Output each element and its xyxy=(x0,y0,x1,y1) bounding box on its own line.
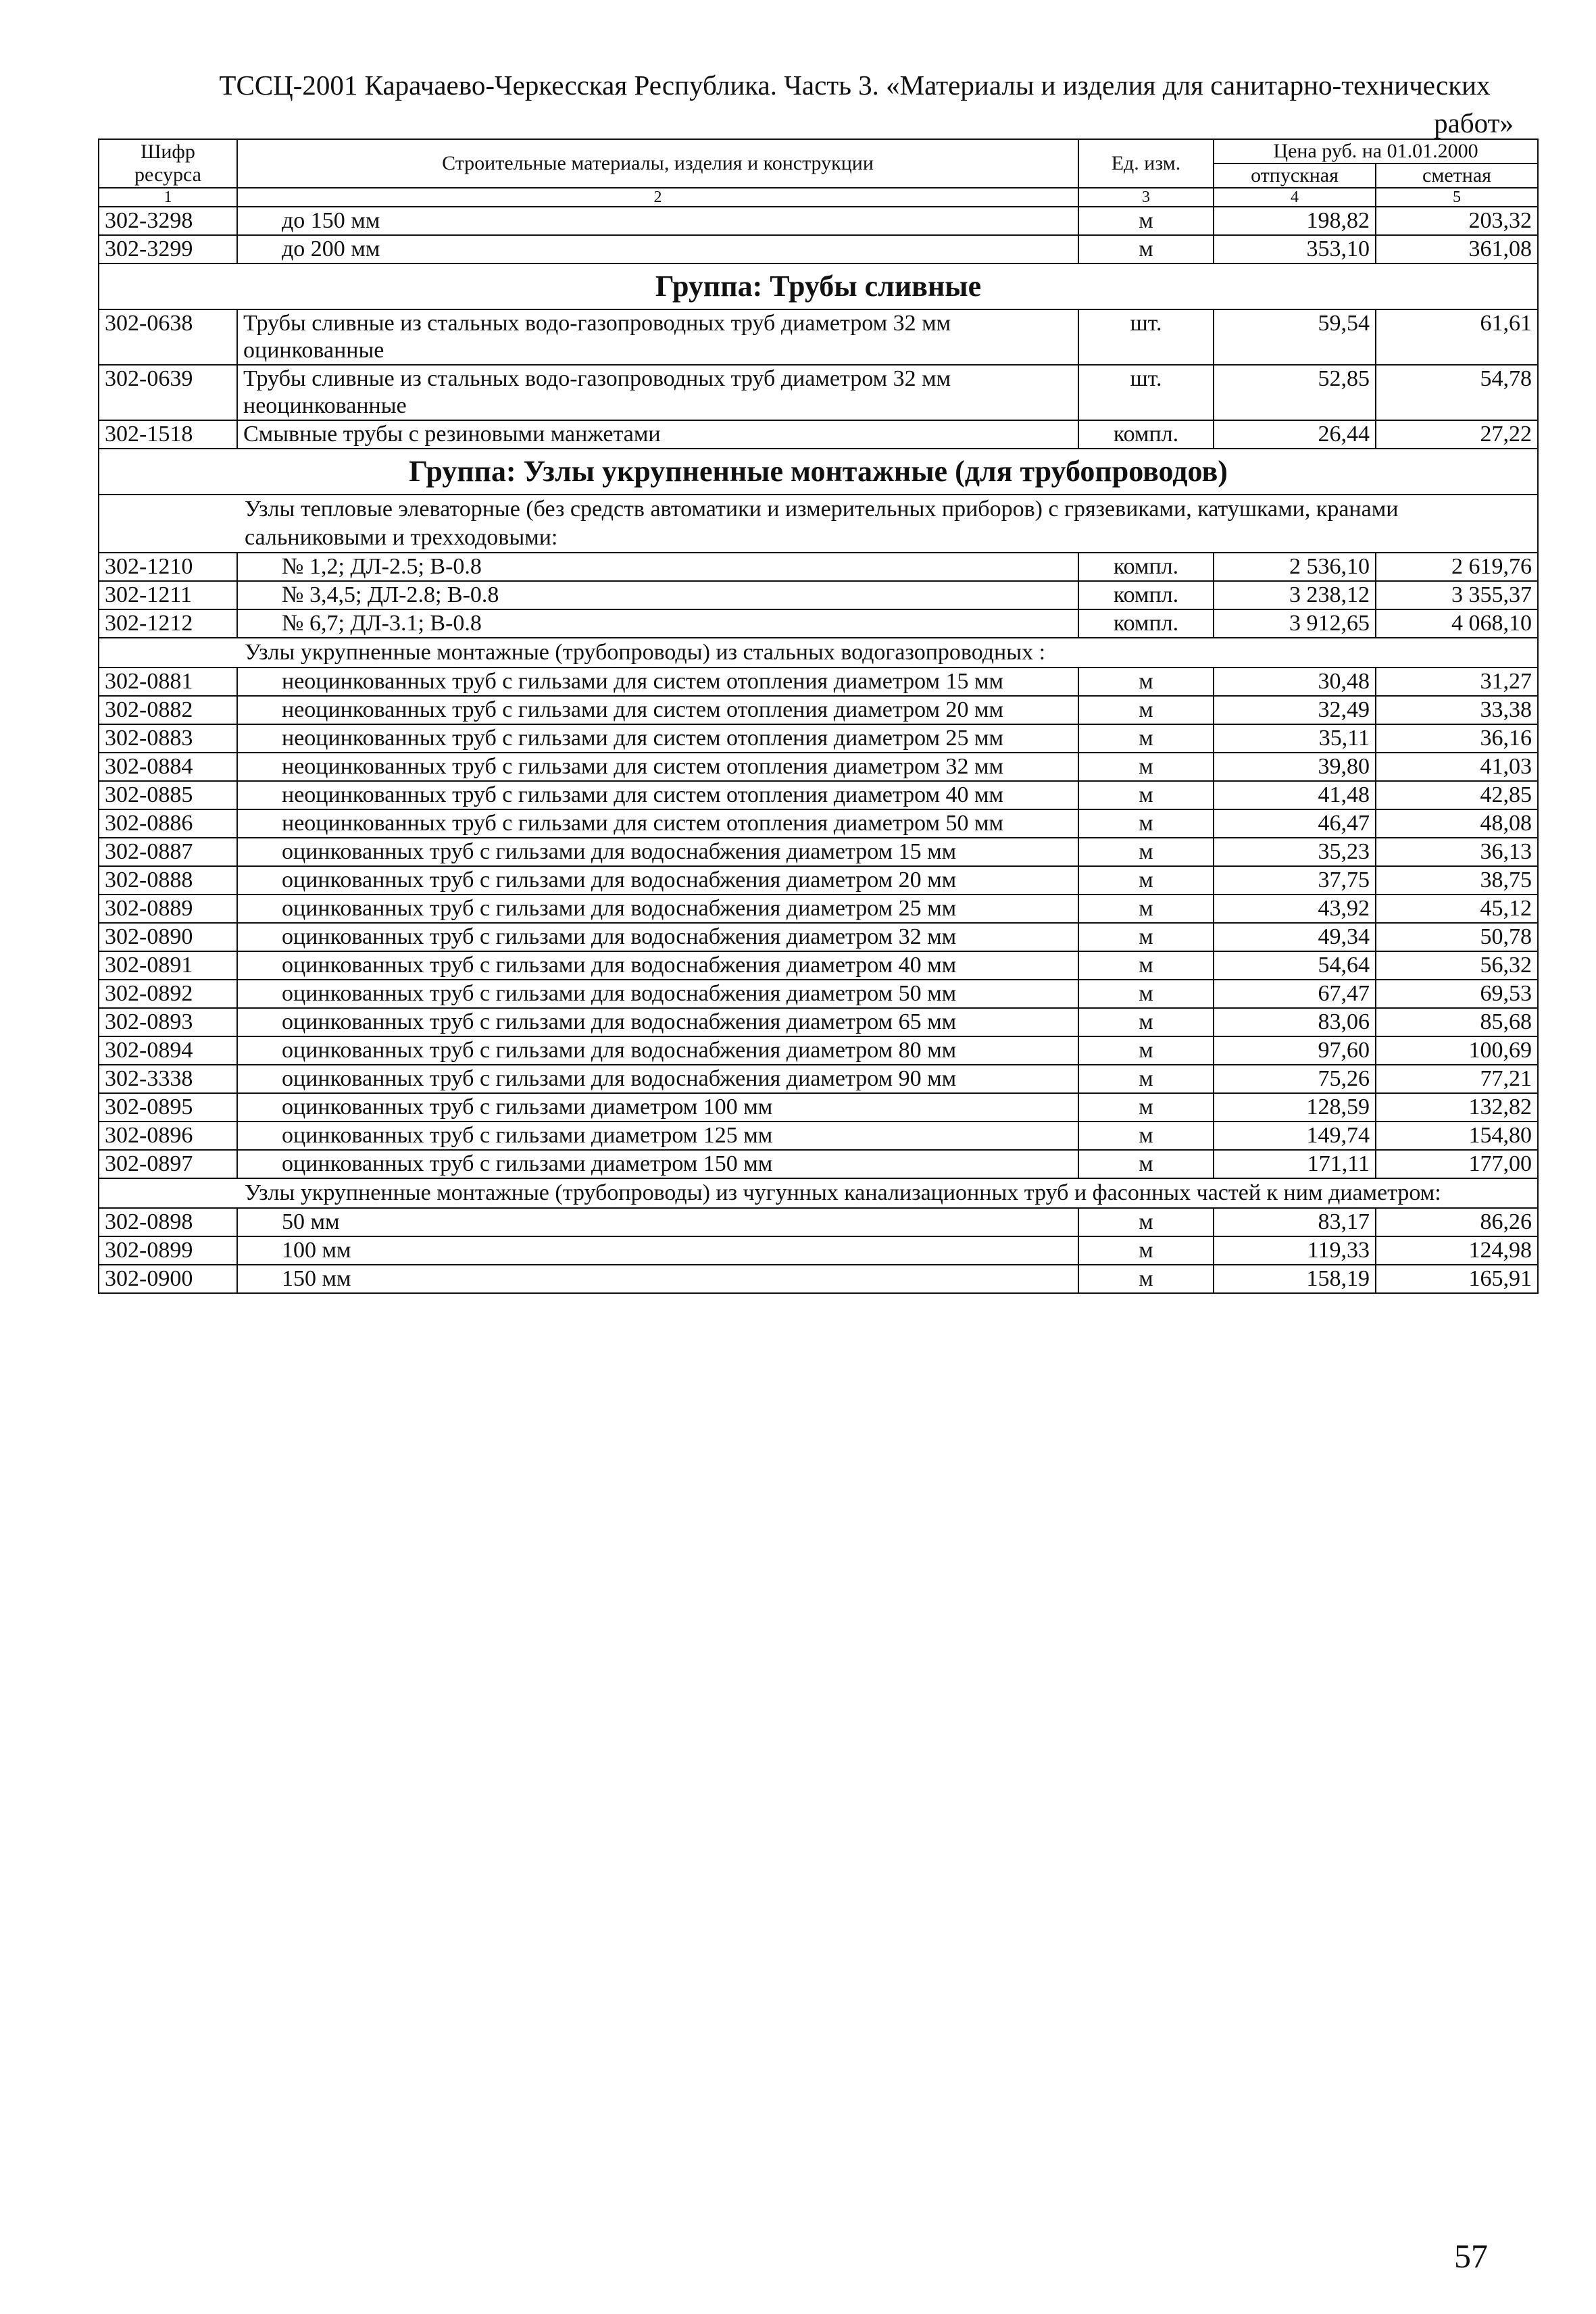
estimate-price: 154,80 xyxy=(1376,1122,1538,1150)
resource-code: 302-3298 xyxy=(99,207,237,235)
table-row xyxy=(99,951,1538,980)
subgroup-heading-row xyxy=(99,495,1538,553)
material-name: 150 мм xyxy=(237,1265,1078,1293)
unit-cell: м xyxy=(1078,1236,1214,1265)
header-index-row xyxy=(99,188,1538,207)
material-name: неоцинкованных труб с гильзами для систем отопления диаметром 40 мм xyxy=(237,781,1078,809)
unit-cell: компл. xyxy=(1078,553,1214,581)
material-name: неоцинкованных труб с гильзами для систем отопления диаметром 20 мм xyxy=(237,696,1078,724)
resource-code: 302-0884 xyxy=(99,753,237,781)
release-price: 75,26 xyxy=(1214,1065,1376,1093)
group-heading-row xyxy=(99,263,1538,309)
estimate-price: 33,38 xyxy=(1376,696,1538,724)
release-price: 59,54 xyxy=(1214,309,1376,365)
material-name: оцинкованных труб с гильзами для водоснабжения диаметром 40 мм xyxy=(237,951,1078,980)
table-row xyxy=(99,753,1538,781)
release-price: 3 238,12 xyxy=(1214,581,1376,609)
estimate-price: 4 068,10 xyxy=(1376,609,1538,638)
estimate-price: 3 355,37 xyxy=(1376,581,1538,609)
resource-code: 302-0888 xyxy=(99,866,237,895)
release-price: 3 912,65 xyxy=(1214,609,1376,638)
release-price: 353,10 xyxy=(1214,235,1376,263)
table-row xyxy=(99,781,1538,809)
column-index: 3 xyxy=(1078,188,1214,207)
unit-cell: компл. xyxy=(1078,609,1214,638)
unit-cell: м xyxy=(1078,1122,1214,1150)
unit-cell: компл. xyxy=(1078,420,1214,449)
unit-cell: м xyxy=(1078,1093,1214,1122)
column-index: 1 xyxy=(99,188,237,207)
estimate-price: 69,53 xyxy=(1376,980,1538,1008)
table-row xyxy=(99,866,1538,895)
resource-code: 302-0898 xyxy=(99,1208,237,1236)
subgroup-heading: Узлы тепловые элеваторные (без средств автоматики и измерительных приборов) с грязевиками, катушками, кранами сальниковыми и трехходовыми: xyxy=(99,495,1538,553)
resource-code: 302-3299 xyxy=(99,235,237,263)
unit-cell: м xyxy=(1078,809,1214,838)
table-row xyxy=(99,1236,1538,1265)
material-name: оцинкованных труб с гильзами для водоснабжения диаметром 20 мм xyxy=(237,866,1078,895)
estimate-price: 2 619,76 xyxy=(1376,553,1538,581)
table-row xyxy=(99,309,1538,365)
unit-cell: шт. xyxy=(1078,365,1214,420)
resource-code: 302-0889 xyxy=(99,895,237,923)
material-name: неоцинкованных труб с гильзами для систем отопления диаметром 15 мм xyxy=(237,668,1078,696)
subgroup-heading: Узлы укрупненные монтажные (трубопроводы) из стальных водогазопроводных : xyxy=(99,638,1538,668)
release-price: 43,92 xyxy=(1214,895,1376,923)
table-row xyxy=(99,838,1538,866)
resource-code: 302-0894 xyxy=(99,1036,237,1065)
unit-cell: м xyxy=(1078,235,1214,263)
resource-code: 302-0890 xyxy=(99,923,237,951)
subgroup-heading: Узлы укрупненные монтажные (трубопроводы) из чугунных канализационных труб и фасонных частей к ним диаметром: xyxy=(99,1178,1538,1208)
estimate-price: 203,32 xyxy=(1376,207,1538,235)
unit-cell: м xyxy=(1078,980,1214,1008)
estimate-price: 361,08 xyxy=(1376,235,1538,263)
unit-cell: компл. xyxy=(1078,581,1214,609)
column-index: 2 xyxy=(237,188,1078,207)
table-row xyxy=(99,1208,1538,1236)
release-price: 41,48 xyxy=(1214,781,1376,809)
table-row xyxy=(99,207,1538,235)
title-line-1: ТССЦ-2001 Карачаево-Черкесская Республика. Часть 3. «Материалы и изделия для санитарно-технических xyxy=(219,70,1491,101)
unit-cell: м xyxy=(1078,724,1214,753)
release-price: 52,85 xyxy=(1214,365,1376,420)
resource-code: 302-0881 xyxy=(99,668,237,696)
material-name: до 200 мм xyxy=(237,235,1078,263)
estimate-price: 56,32 xyxy=(1376,951,1538,980)
material-name: оцинкованных труб с гильзами для водоснабжения диаметром 25 мм xyxy=(237,895,1078,923)
estimate-price: 124,98 xyxy=(1376,1236,1538,1265)
estimate-price: 100,69 xyxy=(1376,1036,1538,1065)
release-price: 54,64 xyxy=(1214,951,1376,980)
header-name: Строительные материалы, изделия и конструкции xyxy=(237,139,1078,188)
estimate-price: 36,13 xyxy=(1376,838,1538,866)
release-price: 2 536,10 xyxy=(1214,553,1376,581)
estimate-price: 38,75 xyxy=(1376,866,1538,895)
group-heading: Группа: Трубы сливные xyxy=(99,263,1538,309)
release-price: 35,23 xyxy=(1214,838,1376,866)
release-price: 97,60 xyxy=(1214,1036,1376,1065)
document-title xyxy=(182,66,1527,142)
material-name: оцинкованных труб с гильзами диаметром 150 мм xyxy=(237,1150,1078,1178)
material-name: неоцинкованных труб с гильзами для систем отопления диаметром 25 мм xyxy=(237,724,1078,753)
resource-code: 302-0883 xyxy=(99,724,237,753)
release-price: 32,49 xyxy=(1214,696,1376,724)
unit-cell: шт. xyxy=(1078,309,1214,365)
resource-code: 302-0891 xyxy=(99,951,237,980)
resource-code: 302-1518 xyxy=(99,420,237,449)
resource-code: 302-0900 xyxy=(99,1265,237,1293)
unit-cell: м xyxy=(1078,866,1214,895)
resource-code: 302-0886 xyxy=(99,809,237,838)
subgroup-heading-row xyxy=(99,638,1538,668)
estimate-price: 27,22 xyxy=(1376,420,1538,449)
material-name: 50 мм xyxy=(237,1208,1078,1236)
table-row xyxy=(99,809,1538,838)
table-row xyxy=(99,1150,1538,1178)
table-row xyxy=(99,895,1538,923)
estimate-price: 177,00 xyxy=(1376,1150,1538,1178)
table-row xyxy=(99,1265,1538,1293)
unit-cell: м xyxy=(1078,1008,1214,1036)
table-row xyxy=(99,696,1538,724)
release-price: 39,80 xyxy=(1214,753,1376,781)
resource-code: 302-0882 xyxy=(99,696,237,724)
release-price: 49,34 xyxy=(1214,923,1376,951)
column-index: 4 xyxy=(1214,188,1376,207)
release-price: 119,33 xyxy=(1214,1236,1376,1265)
material-name: оцинкованных труб с гильзами диаметром 125 мм xyxy=(237,1122,1078,1150)
table-row xyxy=(99,235,1538,263)
material-name: оцинкованных труб с гильзами для водоснабжения диаметром 15 мм xyxy=(237,838,1078,866)
estimate-price: 42,85 xyxy=(1376,781,1538,809)
estimate-price: 48,08 xyxy=(1376,809,1538,838)
estimate-price: 85,68 xyxy=(1376,1008,1538,1036)
table-row xyxy=(99,724,1538,753)
release-price: 37,75 xyxy=(1214,866,1376,895)
resource-code: 302-0897 xyxy=(99,1150,237,1178)
release-price: 128,59 xyxy=(1214,1093,1376,1122)
material-name: Трубы сливные из стальных водо-газопроводных труб диаметром 32 мм оцинкованные xyxy=(237,309,1078,365)
unit-cell: м xyxy=(1078,696,1214,724)
table-header xyxy=(99,139,1538,207)
material-name: Трубы сливные из стальных водо-газопроводных труб диаметром 32 мм неоцинкованные xyxy=(237,365,1078,420)
table-row xyxy=(99,980,1538,1008)
table-row xyxy=(99,1008,1538,1036)
release-price: 149,74 xyxy=(1214,1122,1376,1150)
material-name: № 3,4,5; ДЛ-2.8; В-0.8 xyxy=(237,581,1078,609)
page-number: 57 xyxy=(1454,2237,1488,2275)
release-price: 35,11 xyxy=(1214,724,1376,753)
estimate-price: 132,82 xyxy=(1376,1093,1538,1122)
release-price: 158,19 xyxy=(1214,1265,1376,1293)
release-price: 171,11 xyxy=(1214,1150,1376,1178)
resource-code: 302-0885 xyxy=(99,781,237,809)
material-name: 100 мм xyxy=(237,1236,1078,1265)
unit-cell: м xyxy=(1078,923,1214,951)
table-body xyxy=(99,207,1538,1293)
unit-cell: м xyxy=(1078,1208,1214,1236)
header-code: Шифр ресурса xyxy=(99,139,237,188)
table-row xyxy=(99,609,1538,638)
unit-cell: м xyxy=(1078,668,1214,696)
table-row xyxy=(99,1065,1538,1093)
resource-code: 302-3338 xyxy=(99,1065,237,1093)
header-release: отпускная xyxy=(1214,164,1376,188)
resource-code: 302-0895 xyxy=(99,1093,237,1122)
estimate-price: 31,27 xyxy=(1376,668,1538,696)
group-heading: Группа: Узлы укрупненные монтажные (для трубопроводов) xyxy=(99,449,1538,495)
estimate-price: 86,26 xyxy=(1376,1208,1538,1236)
material-name: неоцинкованных труб с гильзами для систем отопления диаметром 50 мм xyxy=(237,809,1078,838)
unit-cell: м xyxy=(1078,1150,1214,1178)
material-name: оцинкованных труб с гильзами для водоснабжения диаметром 50 мм xyxy=(237,980,1078,1008)
table-row xyxy=(99,420,1538,449)
unit-cell: м xyxy=(1078,838,1214,866)
header-price: Цена руб. на 01.01.2000 xyxy=(1214,139,1538,164)
estimate-price: 77,21 xyxy=(1376,1065,1538,1093)
release-price: 30,48 xyxy=(1214,668,1376,696)
table-row xyxy=(99,553,1538,581)
resource-code: 302-1211 xyxy=(99,581,237,609)
price-table xyxy=(98,139,1539,1294)
unit-cell: м xyxy=(1078,895,1214,923)
header-estimate: сметная xyxy=(1376,164,1538,188)
release-price: 26,44 xyxy=(1214,420,1376,449)
resource-code: 302-1210 xyxy=(99,553,237,581)
material-name: № 6,7; ДЛ-3.1; В-0.8 xyxy=(237,609,1078,638)
resource-code: 302-0887 xyxy=(99,838,237,866)
resource-code: 302-0638 xyxy=(99,309,237,365)
table-row xyxy=(99,1093,1538,1122)
release-price: 46,47 xyxy=(1214,809,1376,838)
unit-cell: м xyxy=(1078,781,1214,809)
column-index: 5 xyxy=(1376,188,1538,207)
release-price: 83,06 xyxy=(1214,1008,1376,1036)
estimate-price: 61,61 xyxy=(1376,309,1538,365)
estimate-price: 50,78 xyxy=(1376,923,1538,951)
unit-cell: м xyxy=(1078,1036,1214,1065)
material-name: до 150 мм xyxy=(237,207,1078,235)
material-name: неоцинкованных труб с гильзами для систем отопления диаметром 32 мм xyxy=(237,753,1078,781)
table-row xyxy=(99,1036,1538,1065)
subgroup-heading-row xyxy=(99,1178,1538,1208)
resource-code: 302-0899 xyxy=(99,1236,237,1265)
estimate-price: 41,03 xyxy=(1376,753,1538,781)
unit-cell: м xyxy=(1078,1065,1214,1093)
unit-cell: м xyxy=(1078,1265,1214,1293)
group-heading-row xyxy=(99,449,1538,495)
estimate-price: 165,91 xyxy=(1376,1265,1538,1293)
table-row xyxy=(99,1122,1538,1150)
unit-cell: м xyxy=(1078,951,1214,980)
material-name: оцинкованных труб с гильзами диаметром 100 мм xyxy=(237,1093,1078,1122)
table-row xyxy=(99,365,1538,420)
material-name: оцинкованных труб с гильзами для водоснабжения диаметром 65 мм xyxy=(237,1008,1078,1036)
material-name: оцинкованных труб с гильзами для водоснабжения диаметром 90 мм xyxy=(237,1065,1078,1093)
resource-code: 302-0896 xyxy=(99,1122,237,1150)
release-price: 67,47 xyxy=(1214,980,1376,1008)
material-name: оцинкованных труб с гильзами для водоснабжения диаметром 32 мм xyxy=(237,923,1078,951)
material-name: оцинкованных труб с гильзами для водоснабжения диаметром 80 мм xyxy=(237,1036,1078,1065)
table-row xyxy=(99,923,1538,951)
header-unit: Ед. изм. xyxy=(1078,139,1214,188)
table-row xyxy=(99,581,1538,609)
unit-cell: м xyxy=(1078,753,1214,781)
release-price: 198,82 xyxy=(1214,207,1376,235)
material-name: Смывные трубы с резиновыми манжетами xyxy=(237,420,1078,449)
resource-code: 302-1212 xyxy=(99,609,237,638)
estimate-price: 54,78 xyxy=(1376,365,1538,420)
material-name: № 1,2; ДЛ-2.5; В-0.8 xyxy=(237,553,1078,581)
estimate-price: 36,16 xyxy=(1376,724,1538,753)
table-row xyxy=(99,668,1538,696)
resource-code: 302-0893 xyxy=(99,1008,237,1036)
resource-code: 302-0892 xyxy=(99,980,237,1008)
release-price: 83,17 xyxy=(1214,1208,1376,1236)
unit-cell: м xyxy=(1078,207,1214,235)
resource-code: 302-0639 xyxy=(99,365,237,420)
estimate-price: 45,12 xyxy=(1376,895,1538,923)
title-line-2: работ» xyxy=(1434,107,1514,139)
